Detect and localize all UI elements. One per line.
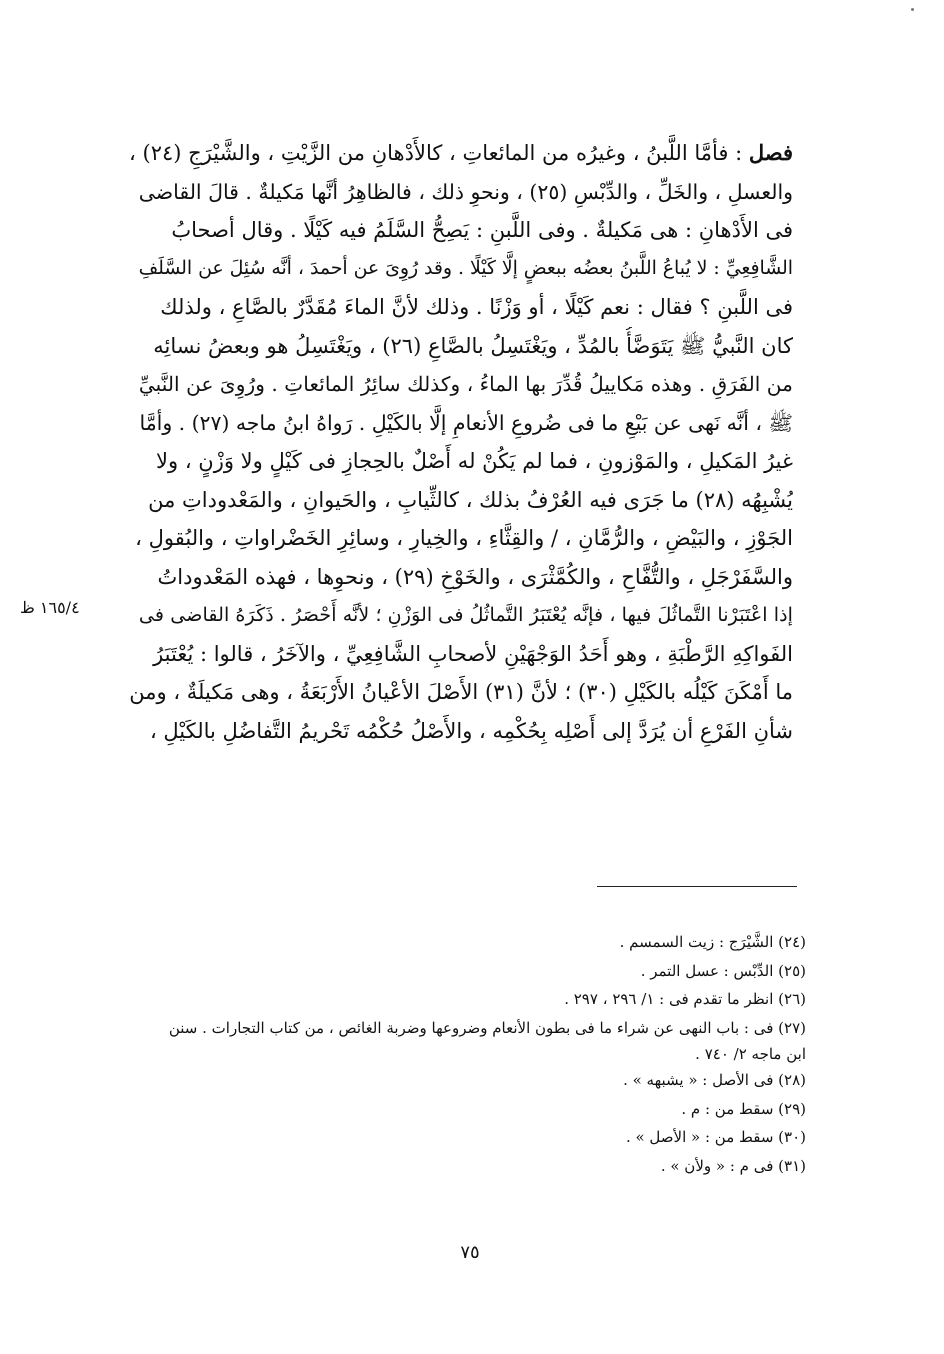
margin-manuscript-reference: ١٦٥/٤ ظ (20, 598, 80, 617)
line-text: غيرُ المَكيلِ ، والمَوْزونِ ، فما لم يَكُنْ له أَصْلٌ بالحِجازِ فى كَيْلٍ ولا وَزْنٍ ، ولا (156, 449, 793, 473)
text-line (125, 134, 793, 173)
scan-speck (911, 8, 914, 11)
line-text: إذا اعْتَبَرْنا التَّماثُلَ فيها ، فإنَّه يُعْتَبَرُ التَّماثُلُ فى الوَزْنِ ؛ لأنَّه أَحْصَرُ . ذَكَرَهُ القاضى فى (138, 603, 793, 626)
text-line (125, 327, 793, 366)
text-line (125, 519, 793, 558)
main-text-block (125, 134, 793, 750)
text-line (125, 673, 793, 712)
section-heading-word: فصل (748, 140, 793, 165)
footnote: (٢٦) انظر ما تقدم فى : ١/ ٢٩٦ ، ٢٩٧ . (564, 990, 806, 1008)
footnote-separator-line (597, 886, 797, 887)
line-text: ﷺ ، أنَّه نَهى عن بَيْعِ ما فى ضُروعِ الأنعامِ إلَّا بالكَيْلِ . رَواهُ ابنُ ماجه (٢٧) . وأمَّا (139, 410, 793, 435)
line-text: الجَوْزِ ، والبَيْضِ ، والرُّمَّانِ ، / والقِثَّاءِ ، والخِيارِ ، وسائِرِ الخَضْراواتِ ، والبُقولِ ، (135, 526, 793, 550)
text-line (125, 404, 793, 443)
line-text: ما أَمْكَنَ كَيْلُه بالكَيْلِ (٣٠) ؛ لأنَّ (٣١) الأَصْلَ الأعْيانُ الأَرْبَعَةُ ، وهى مَكيلَةٌ ، ومن (129, 680, 793, 704)
line-text: فى اللَّبنِ ؟ فقال : نعم كَيْلًا ، أو وَزْنًا . وذلك لأنَّ الماءَ مُقَدَّرٌ بالصَّاعِ ، ولذلك (160, 295, 793, 319)
line-text: والعسلِ ، والخَلِّ ، والدِّبْسِ (٢٥) ، ونحوِ ذلك ، فالظاهِرُ أنَّها مَكيلةٌ . قالَ القاضى (138, 179, 793, 204)
line-text: فى الأَدْهانِ : هى مَكيلةٌ . وفى اللَّبنِ : يَصِحُّ السَّلَمُ فيه كَيْلًا . وقال أصحابُ (171, 218, 793, 242)
footnote: (٢٧) فى : باب النهى عن شراء ما فى بطون الأنعام وضروعها وضربة الغائص ، من كتاب التجارات . سنن (168, 1018, 806, 1037)
line-text: يُشْبِهُه (٢٨) ما جَرَى فيه العُرْفُ بذلك ، كالثِّيابِ ، والحَيوانِ ، والمَعْدوداتِ من (148, 487, 793, 512)
footnotes-block (130, 928, 806, 1180)
text-line (125, 288, 793, 327)
line-text: والسَّفَرْجَلِ ، والتُّفَّاحِ ، والكُمَّثْرَى ، والخَوْخِ (٢٩) ، ونحوِها ، فهذه المَعْدوداتُ (157, 564, 793, 589)
text-line (125, 558, 793, 597)
text-line (125, 250, 793, 289)
line-text: شأنِ الفَرْعِ أن يُرَدَّ إلى أَصْلِه بِحُكْمِه ، والأَصْلُ حُكْمُه تَحْريمُ التَّفاضُلِ بالكَيْلِ ، (149, 718, 793, 743)
text-line (125, 442, 793, 481)
footnote-continuation: ابن ماجه ٢/ ٧٤٠ . (695, 1045, 806, 1063)
footnote: (٢٨) فى الأصل : « يشبهه » . (623, 1071, 806, 1089)
text-line (125, 635, 793, 674)
text-line (125, 481, 793, 520)
footnote: (٢٩) سقط من : م . (681, 1099, 806, 1118)
page-number: ٧٥ (460, 1242, 480, 1263)
footnote: (٣٠) سقط من : « الأصل » . (625, 1128, 806, 1146)
line-text: من الفَرَقِ . وهذه مَكاييلُ قُدِّرَ بها الماءُ ، وكذلك سائِرُ المائعاتِ . ورُوِىَ عن النَّبيِّ (138, 372, 793, 396)
line-text: الفَواكِهِ الرَّطْبَةِ ، وهو أَحَدُ الوَجْهَيْنِ لأصحابِ الشَّافِعِيِّ ، والآخَرُ ، قالوا : يُعْتَبَرُ (153, 641, 793, 666)
text-line (125, 211, 793, 250)
text-line (125, 712, 793, 751)
footnote: (٣١) فى م : « ولأن » . (660, 1156, 806, 1175)
footnote: (٢٥) الدِّبْس : عسل التمر . (640, 961, 806, 980)
line-text: الشَّافِعِيِّ : لا يُباعُ اللَّبنُ بعضُه ببعضٍ إلَّا كَيْلًا . وقد رُوِىَ عن أحمدَ ، أنَّه سُئِلَ عن السَّلَفِ (138, 257, 793, 279)
text-line (125, 365, 793, 404)
line-text: كان النَّبيُّ ﷺ يَتَوَضَّأُ بالمُدِّ ، ويَغْتَسِلُ بالصَّاعِ (٢٦) ، ويَغْتَسِلُ هو وبعضُ نسائِه (153, 333, 793, 358)
footnote: (٢٤) الشَّيْرَج : زيت السمسم . (619, 933, 806, 951)
text-line (125, 596, 793, 635)
text-line (125, 173, 793, 212)
line-text: : فأمَّا اللَّبنُ ، وغيرُه من المائعاتِ ، كالأَدْهانِ من الزَّيْتِ ، والشَّيْرَجِ (٢٤) ، (129, 141, 749, 165)
